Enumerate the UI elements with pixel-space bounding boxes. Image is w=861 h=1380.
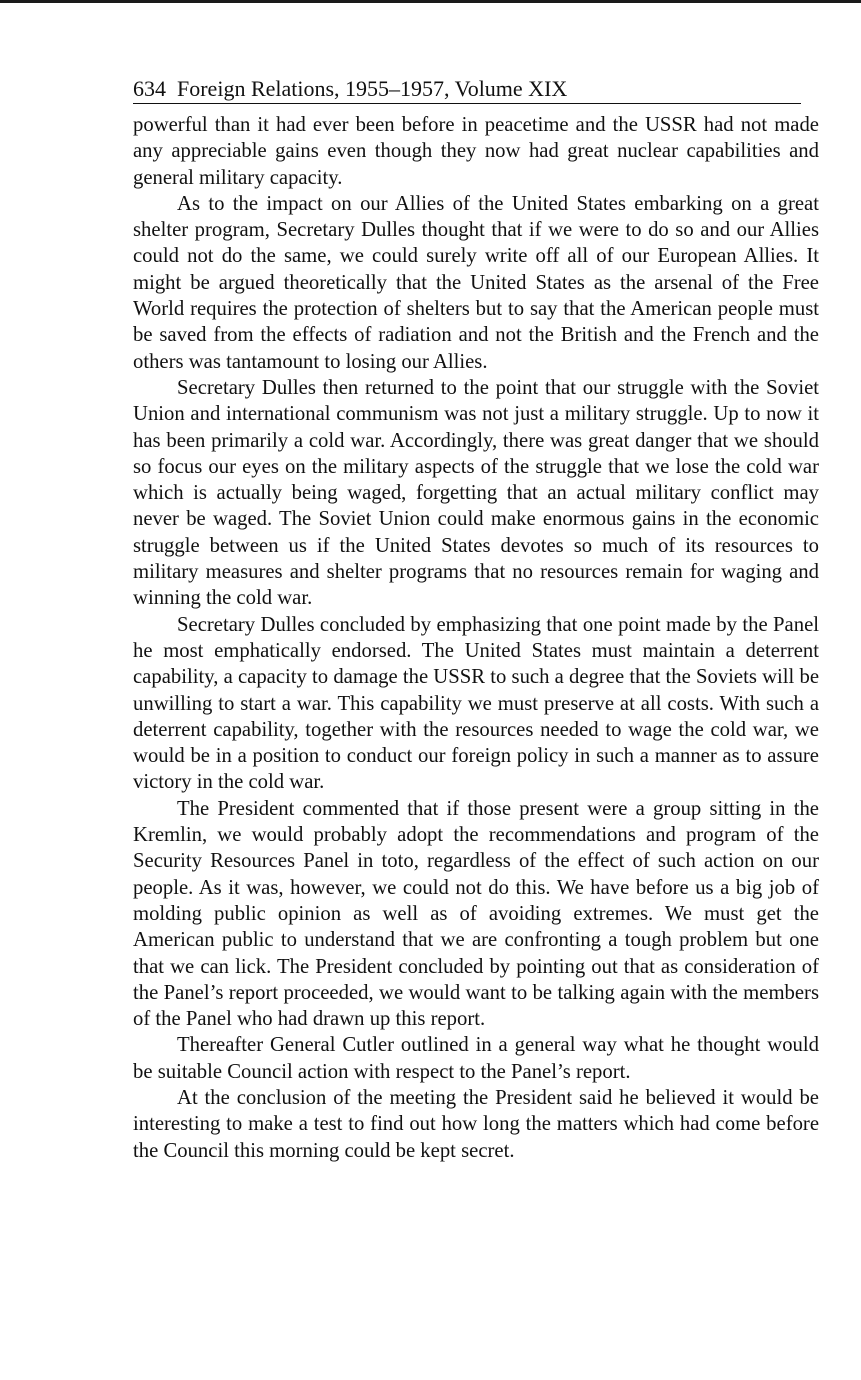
body-text [133, 112, 819, 1164]
paragraph: As to the impact on our Allies of the United States embarking on a great shelter program, Secretary Dulles thought that if we were to do so and our Allies could not do the same, we could surely write off all of our European Allies. It might be argued theoretically that the United States as the arsenal of the Free World requires the protection of shelters but to say that the American people must be saved from the effects of radiation and not the British and the French and the others was tantamount to losing our Allies. [133, 192, 819, 373]
paragraph: Thereafter General Cutler outlined in a general way what he thought would be suitable Council action with respect to the Panel’s report. [133, 1034, 819, 1083]
volume-title: Foreign Relations, 1955–1957, Volume XIX [177, 76, 568, 101]
running-header [133, 76, 801, 104]
paragraph-continued: powerful than it had ever been before in peacetime and the USSR had not made any appreciable gains even though they now had great nuclear capabilities and general military capacity. [133, 114, 819, 189]
paragraph: Secretary Dulles then returned to the point that our struggle with the Soviet Union and international communism was not just a military struggle. Up to now it has been primarily a cold war. Accordingly, there was great danger that we should so focus our eyes on the military aspects of the struggle that we lose the cold war which is actually being waged, forgetting that an actual military conflict may never be waged. The Soviet Union could make enormous gains in the economic struggle between us if the United States devotes so much of its resources to military measures and shelter programs that no resources remain for waging and winning the cold war. [133, 376, 819, 610]
page-top-edge [0, 0, 861, 3]
page-number: 634 [133, 76, 166, 101]
document-page [133, 76, 819, 1164]
paragraph: The President commented that if those present were a group sitting in the Kremlin, we would probably adopt the recommendations and program of the Security Resources Panel in toto, regardless of the effect of such action on our people. As it was, however, we could not do this. We have before us a big job of molding public opinion as well as of avoiding extremes. We must get the American public to understand that we are confronting a tough problem but one that we can lick. The President concluded by pointing out that as consideration of the Panel’s report proceeded, we would want to be talking again with the members of the Panel who had drawn up this report. [133, 797, 819, 1031]
paragraph: At the conclusion of the meeting the President said he believed it would be interesting to make a test to find out how long the matters which had come before the Council this morning could be kept secret. [133, 1086, 819, 1162]
paragraph: Secretary Dulles concluded by emphasizing that one point made by the Panel he most emphatically endorsed. The United States must maintain a deterrent capability, a capacity to damage the USSR to such a degree that the Soviets will be unwilling to start a war. This capability we must preserve at all costs. With such a deterrent capability, together with the resources needed to wage the cold war, we would be in a position to conduct our foreign policy in such a manner as to assure victory in the cold war. [133, 613, 819, 794]
